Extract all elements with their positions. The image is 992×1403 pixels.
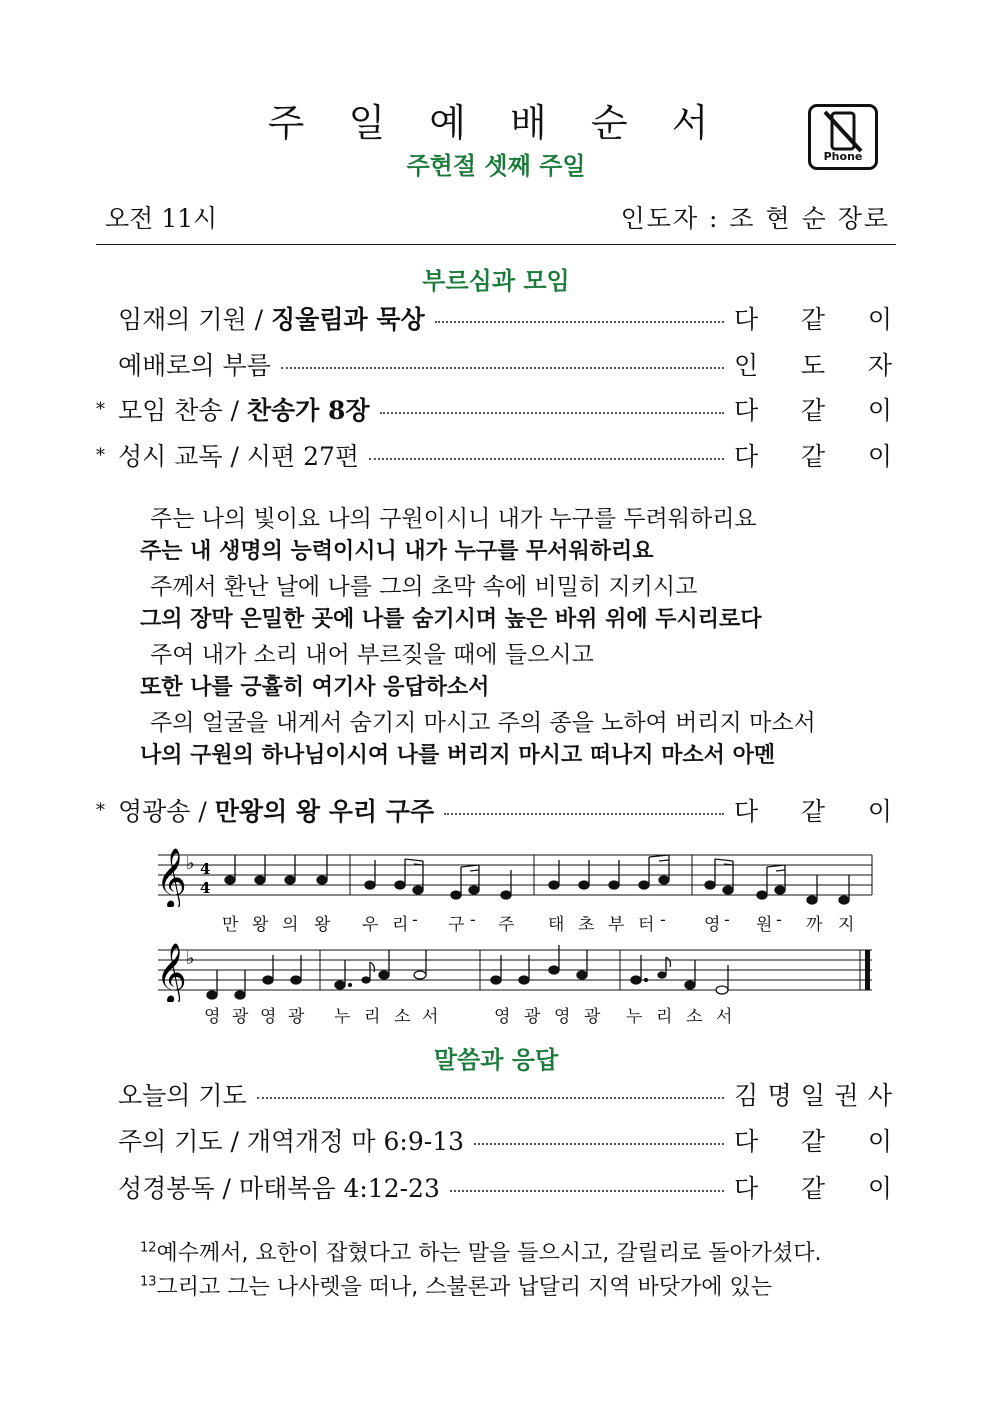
psalm-line-response: 또한 나를 긍휼히 여기사 응답하소서 bbox=[140, 675, 490, 700]
no-phone-sign bbox=[808, 104, 878, 170]
psalm-line-response: 나의 구원의 하나님이시여 나를 버리지 마시고 떠나지 마소서 아멘 bbox=[140, 743, 776, 768]
standing-mark: * bbox=[96, 799, 105, 821]
section-heading-gathering: 부르심과 모임 bbox=[422, 267, 570, 295]
flat-sign-icon: ♭ bbox=[186, 948, 195, 969]
psalm-line-leader: 주는 나의 빛이요 나의 구원이시니 내가 누구를 두려워하리요 bbox=[150, 506, 757, 532]
scripture-verse-12 bbox=[140, 1236, 822, 1267]
item-label-bold: 찬송가 8장 bbox=[246, 396, 370, 425]
item-label: 오늘의 기도 bbox=[118, 1081, 247, 1110]
page-title: 주 일 예 배 순 서 bbox=[267, 101, 725, 145]
standing-mark: * bbox=[96, 398, 105, 420]
flat-sign-icon: ♭ bbox=[186, 853, 195, 874]
psalm-line-response: 그의 장막 은밀한 곳에 나를 숨기시며 높은 바위 위에 두시리로다 bbox=[140, 607, 762, 632]
service-time: 오전 11시 bbox=[105, 204, 218, 233]
lyrics-line-1: 만 왕 의 왕 우 리 - 구 - 주 태 초 부 터 - 영 - 원 - 까 지 bbox=[222, 910, 855, 935]
item-label: 성시 교독 / 시편 27편 bbox=[118, 442, 360, 471]
item-performer: 다 같 이 bbox=[734, 797, 892, 826]
dot-leader bbox=[281, 367, 724, 369]
psalm-line-leader: 주께서 환난 날에 나를 그의 초막 속에 비밀히 지키시고 bbox=[150, 574, 698, 600]
page-subtitle: 주현절 셋째 주일 bbox=[406, 152, 586, 180]
dot-leader bbox=[474, 1143, 724, 1145]
order-item bbox=[96, 300, 892, 336]
dot-leader bbox=[450, 1190, 724, 1192]
item-performer: 김 명 일 권 사 bbox=[734, 1081, 892, 1110]
order-item bbox=[96, 437, 892, 473]
item-label: 영광송 / bbox=[118, 797, 215, 826]
order-item bbox=[96, 346, 892, 382]
order-item bbox=[96, 792, 892, 828]
standing-mark: * bbox=[96, 444, 105, 466]
item-label-bold: 징울림과 묵상 bbox=[271, 305, 425, 334]
item-performer: 다 같 이 bbox=[734, 305, 892, 334]
treble-clef-icon: 𝄞 bbox=[156, 848, 187, 907]
order-item bbox=[96, 1076, 892, 1112]
verse-number: 12 bbox=[140, 1240, 157, 1256]
order-item bbox=[96, 1122, 892, 1158]
scripture-verse-13 bbox=[140, 1270, 772, 1301]
item-label: 모임 찬송 / bbox=[118, 396, 247, 425]
psalm-line-leader: 주의 얼굴을 내게서 숨기지 마시고 주의 종을 노하여 버리지 마소서 bbox=[150, 710, 816, 736]
treble-clef-icon: 𝄞 bbox=[156, 943, 187, 1002]
item-performer: 다 같 이 bbox=[734, 1174, 892, 1203]
item-label-bold: 만왕의 왕 우리 구주 bbox=[214, 797, 435, 826]
phone-label: Phone bbox=[823, 150, 863, 163]
item-performer: 인 도 자 bbox=[734, 351, 892, 380]
item-performer: 다 같 이 bbox=[734, 1127, 892, 1156]
dot-leader bbox=[380, 412, 724, 414]
item-performer: 다 같 이 bbox=[734, 396, 892, 425]
dot-leader bbox=[435, 321, 724, 323]
lyrics-line-2: 영 광 영 광 누 리 소 서 영 광 영 광 누 리 소 서 bbox=[204, 1007, 733, 1027]
verse-number: 13 bbox=[140, 1274, 157, 1290]
verse-text: 예수께서, 요한이 잡혔다고 하는 말을 들으시고, 갈릴리로 돌아가셨다. bbox=[156, 1241, 822, 1266]
worship-leader: 인도자 : 조 현 순 장로 bbox=[620, 204, 890, 233]
time-signature-top: 4 bbox=[200, 860, 211, 878]
section-heading-word: 말씀과 응답 bbox=[433, 1046, 559, 1074]
item-label: 성경봉독 / 마태복음 4:12-23 bbox=[118, 1174, 440, 1203]
item-label: 임재의 기원 / bbox=[118, 305, 272, 334]
dot-leader bbox=[444, 813, 724, 815]
psalm-line-leader: 주여 내가 소리 내어 부르짖을 때에 들으시고 bbox=[150, 642, 594, 668]
time-signature-bottom: 4 bbox=[200, 879, 211, 897]
verse-text: 그리고 그는 나사렛을 떠나, 스불론과 납달리 지역 바닷가에 있는 bbox=[156, 1275, 773, 1300]
order-item bbox=[96, 391, 892, 427]
item-performer: 다 같 이 bbox=[734, 442, 892, 471]
item-label: 예배로의 부름 bbox=[118, 351, 271, 380]
order-item bbox=[96, 1169, 892, 1205]
header-divider bbox=[96, 244, 896, 245]
music-staff-1 bbox=[150, 845, 880, 907]
music-staff-2 bbox=[150, 940, 880, 1002]
dot-leader bbox=[369, 458, 724, 460]
psalm-line-response: 주는 내 생명의 능력이시니 내가 누구를 무서워하리요 bbox=[140, 539, 654, 564]
item-label: 주의 기도 / 개역개정 마 6:9-13 bbox=[118, 1127, 465, 1156]
dot-leader bbox=[257, 1097, 724, 1099]
